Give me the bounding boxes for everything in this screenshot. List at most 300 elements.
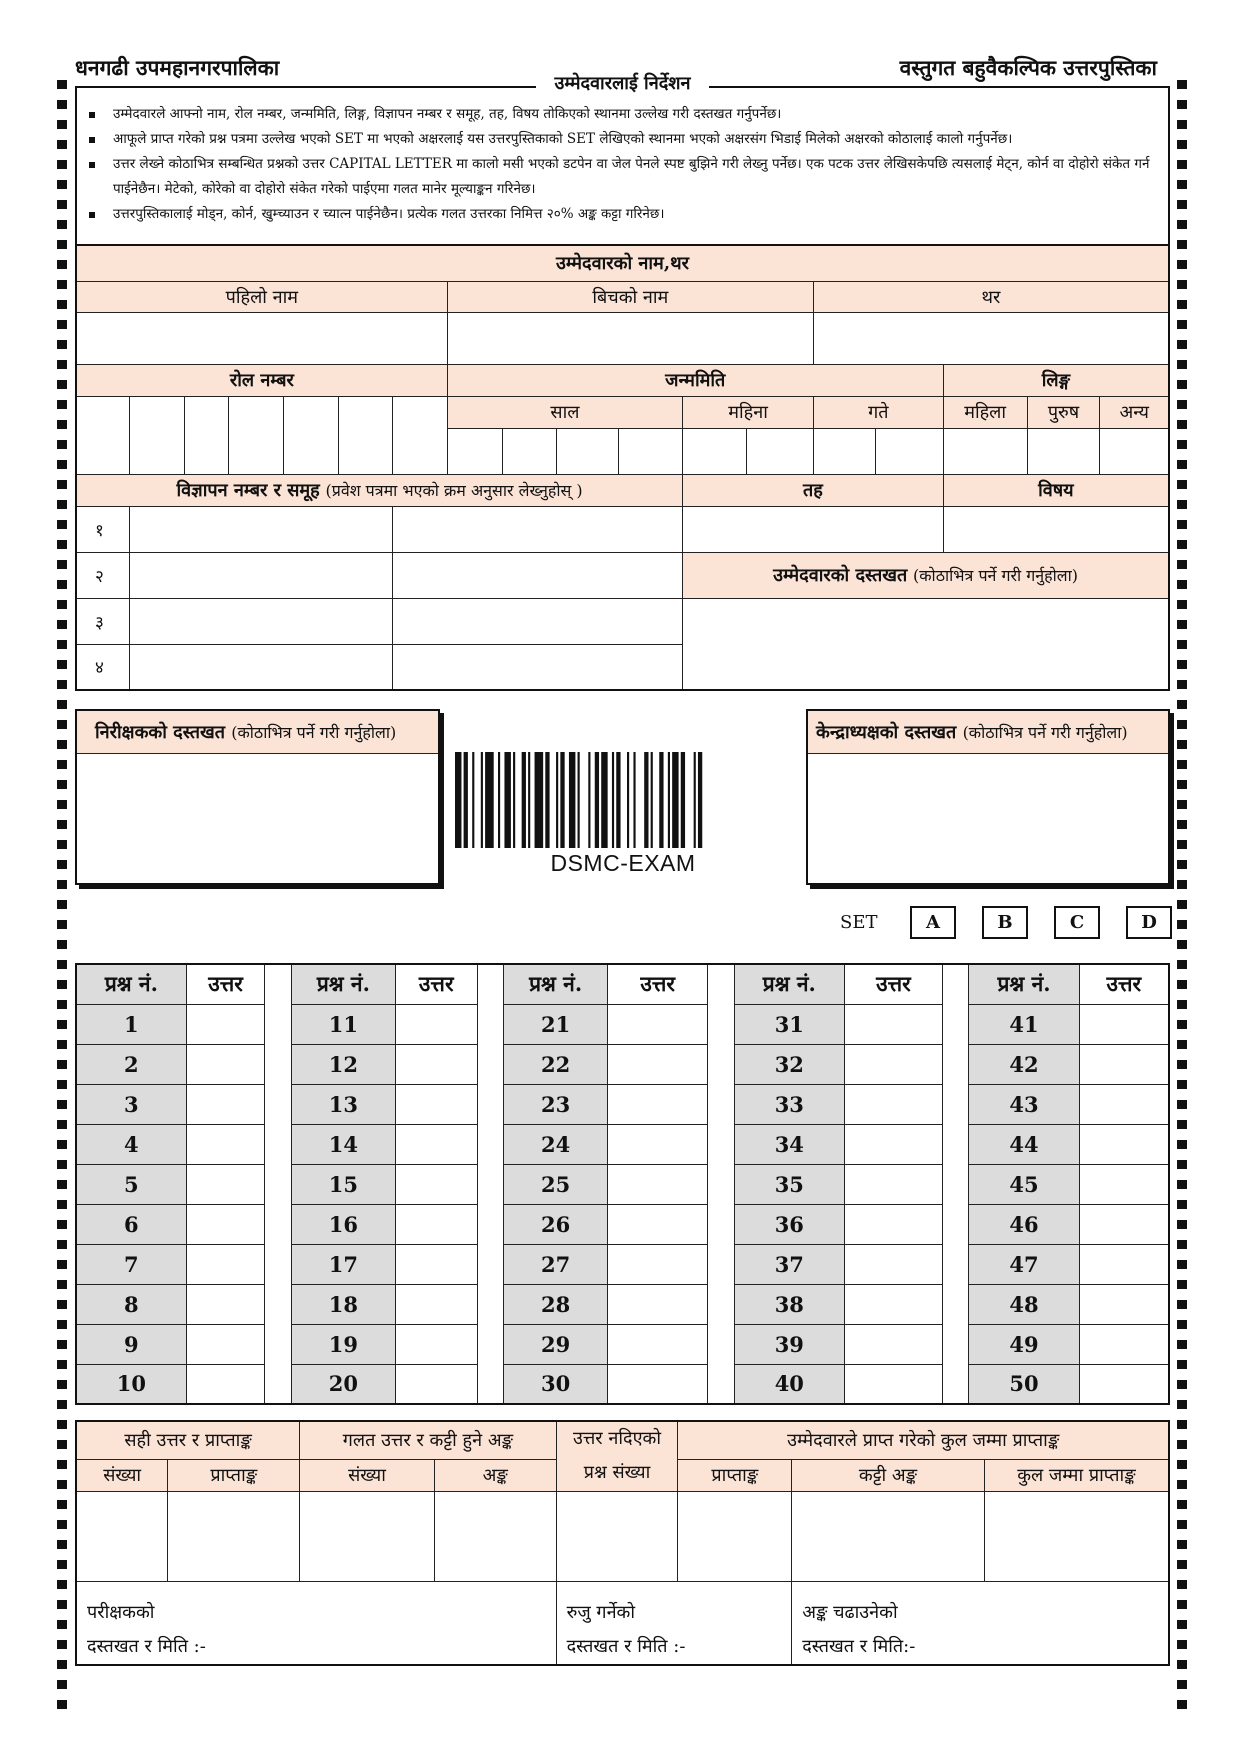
answer-box[interactable] [608,1324,708,1364]
correct-marks-field[interactable] [168,1491,300,1581]
subject-field[interactable] [943,506,1169,552]
question-number: 14 [291,1124,395,1164]
answer-box[interactable] [608,1004,708,1044]
timing-mark [1177,1620,1187,1629]
timing-mark [1177,1160,1187,1169]
answer-box[interactable] [186,1204,265,1244]
timing-mark [1177,1520,1187,1529]
answer-box[interactable] [395,1124,477,1164]
answer-box[interactable] [844,1244,942,1284]
roll-digit-box[interactable] [130,396,185,474]
barcode-bar [513,752,515,848]
answer-box[interactable] [608,1204,708,1244]
timing-mark [57,200,67,209]
subject-label: विषय [943,474,1169,506]
answer-header: उत्तर [1079,964,1169,1004]
roll-digit-box[interactable] [284,396,339,474]
column-gap [942,1324,969,1364]
timing-mark [57,1040,67,1049]
unanswered-field[interactable] [556,1491,678,1581]
barcode-bar [578,752,580,848]
timing-mark [1177,1060,1187,1069]
roll-digit-box[interactable] [338,396,392,474]
wrong-marks-label: अङ्क [434,1459,556,1491]
candidate-signature-note: (कोठाभित्र पर्ने गरी गर्नुहोला) [913,566,1079,585]
advertisement-row-number: ४ [76,644,130,690]
timing-mark [57,320,67,329]
answer-box[interactable] [608,1084,708,1124]
month-digit-box[interactable] [747,428,814,474]
question-number: 23 [504,1084,608,1124]
answer-box[interactable] [1079,1044,1169,1084]
timing-mark [1177,580,1187,589]
answer-box[interactable] [186,1164,265,1204]
year-digit-box[interactable] [557,428,619,474]
timing-mark [57,1580,67,1589]
column-gap [477,1164,504,1204]
answer-box[interactable] [395,1164,477,1204]
municipality-name: धनगढी उपमहानगरपालिका [75,55,280,80]
column-gap [477,1204,504,1244]
barcode-bar [633,752,635,848]
answer-box[interactable] [608,1284,708,1324]
last-name-field[interactable] [813,312,1169,364]
timing-mark [1177,100,1187,109]
answer-box[interactable] [395,1004,477,1044]
column-gap [942,1284,969,1324]
correct-answers-header: सही उत्तर र प्राप्ताङ्क [76,1421,300,1459]
timing-mark [1177,1640,1187,1649]
barcode-bar [612,752,614,848]
timing-mark [1177,1040,1187,1049]
timing-mark [1177,980,1187,989]
question-number: 6 [76,1204,186,1244]
level-field[interactable] [683,506,944,552]
advertisement-row-number: २ [76,552,130,598]
timing-mark [57,1360,67,1369]
timing-mark [1177,1660,1187,1669]
instruction-item: आफूले प्राप्त गरेको प्रश्न पत्रमा उल्लेख भएको SET मा भएको अक्षरलाई यस उत्तरपुस्तिकाको SET लेखिएको स्थानमा भएको अक्षरसंग भिडाई मिलेको अक्षरको कोठालाई कालो गर्नुपर्नेछ। [87,127,1158,152]
answer-box[interactable] [844,1124,942,1164]
timing-mark [1177,1300,1187,1309]
column-gap [265,1004,292,1044]
question-number: 7 [76,1244,186,1284]
barcode-bar [588,752,590,848]
candidate-signature-box[interactable] [683,598,1169,690]
timing-mark [57,960,67,969]
column-gap [708,1164,735,1204]
answer-box[interactable] [844,1204,942,1244]
question-number: 19 [291,1324,395,1364]
barcode-bar [644,752,648,848]
roll-number-label: रोल नम्बर [76,364,447,396]
timing-mark [1177,700,1187,709]
timing-mark [57,440,67,449]
advertisement-number-field[interactable] [130,552,392,598]
advertisement-label: विज्ञापन नम्बर र समूह [176,480,320,501]
timing-mark [1177,540,1187,549]
column-gap [708,1204,735,1244]
timing-mark [1177,960,1187,969]
answer-box[interactable] [395,1324,477,1364]
answer-box[interactable] [844,1364,942,1404]
question-number: 12 [291,1044,395,1084]
question-number: 31 [734,1004,844,1044]
timing-mark [57,1640,67,1649]
barcode-bar [560,752,564,848]
answer-box[interactable] [395,1244,477,1284]
gender-female-box[interactable] [943,428,1027,474]
instructions-box [75,73,1170,244]
barcode-bar [672,752,678,848]
year-digit-box[interactable] [619,428,683,474]
deducted-marks-field[interactable] [792,1491,985,1581]
gender-other-label: अन्य [1100,396,1169,428]
column-gap [265,1204,292,1244]
barcode-bar [681,752,685,848]
answer-box[interactable] [608,1044,708,1084]
answer-box[interactable] [1079,1364,1169,1404]
question-number: 17 [291,1244,395,1284]
timing-mark [1177,1560,1187,1569]
deducted-marks-label: कट्टी अङ्क [792,1459,985,1491]
question-number: 30 [504,1364,608,1404]
gender-other-box[interactable] [1100,428,1169,474]
answer-box[interactable] [1079,1324,1169,1364]
column-gap [708,1244,735,1284]
answer-box[interactable] [608,1244,708,1284]
barcode-bar [569,752,575,848]
timing-mark [57,500,67,509]
answer-box[interactable] [844,1084,942,1124]
answer-box[interactable] [1079,1164,1169,1204]
timing-mark [57,1000,67,1009]
barcode-bar [528,752,530,848]
column-gap [265,1124,292,1164]
answer-box[interactable] [844,1324,942,1364]
year-label: साल [447,396,682,428]
timing-mark [1177,300,1187,309]
question-number: 27 [504,1244,608,1284]
instructions-title: उम्मेदवारलाई निर्देशन [536,73,708,94]
column-gap [942,1004,969,1044]
question-number: 48 [969,1284,1079,1324]
column-gap [265,1324,292,1364]
timing-mark [57,460,67,469]
entry-signature-cell[interactable] [792,1581,1169,1665]
timing-mark [1177,860,1187,869]
answer-box[interactable] [1079,1204,1169,1244]
inspector-signature-box[interactable] [75,709,440,885]
barcode-bar [481,752,483,848]
answer-header: उत्तर [608,964,708,1004]
barcode [455,752,791,848]
timing-marks-right [1177,80,1187,1720]
column-gap [942,1044,969,1084]
advertisement-number-field[interactable] [130,506,392,552]
barcode-bar [595,752,599,848]
timing-mark [1177,460,1187,469]
timing-mark [1177,260,1187,269]
question-number: 43 [969,1084,1079,1124]
timing-mark [1177,800,1187,809]
examiner-sign-date: दस्तखत र मिति :- [87,1635,206,1657]
correct-count-field[interactable] [76,1491,168,1581]
question-number: 21 [504,1004,608,1044]
score-summary [75,1420,1170,1666]
timing-mark [57,1500,67,1509]
timing-mark [57,880,67,889]
timing-mark [57,1140,67,1149]
answer-box[interactable] [395,1044,477,1084]
question-number: 24 [504,1124,608,1164]
timing-mark [57,900,67,909]
candidate-info-form [75,244,1170,691]
timing-mark [57,160,67,169]
column-gap [265,964,292,1004]
question-number: 47 [969,1244,1079,1284]
timing-mark [57,680,67,689]
answer-box[interactable] [608,1124,708,1164]
answer-box[interactable] [844,1284,942,1324]
question-number: 10 [76,1364,186,1404]
timing-mark [57,1520,67,1529]
year-digit-box[interactable] [447,428,502,474]
advertisement-group-field[interactable] [392,506,682,552]
timing-mark [1177,1260,1187,1269]
center-chief-signature-label: केन्द्राध्यक्षको दस्तखत [816,722,957,743]
set-option-d[interactable]: D [1126,906,1172,939]
timing-mark [57,1400,67,1409]
barcode-bar [464,752,468,848]
answer-box[interactable] [844,1164,942,1204]
day-label: गते [813,396,943,428]
center-chief-signature-note: (कोठाभित्र पर्ने गरी गर्नुहोला) [962,723,1128,742]
answer-box[interactable] [186,1084,265,1124]
examiner-signature-cell[interactable] [76,1581,556,1665]
wrong-count-field[interactable] [300,1491,435,1581]
timing-mark [57,1240,67,1249]
answer-box[interactable] [395,1204,477,1244]
obtained-marks-label: प्राप्ताङ्क [678,1459,792,1491]
roll-digit-box[interactable] [229,396,284,474]
column-gap [265,1084,292,1124]
barcode-bar [455,752,461,848]
timing-mark [1177,780,1187,789]
question-number: 8 [76,1284,186,1324]
question-number: 18 [291,1284,395,1324]
column-gap [708,1284,735,1324]
candidate-signature-label: उम्मेदवारको दस्तखत [773,565,908,586]
instruction-item: उत्तरपुस्तिकालाई मोड्न, कोर्न, खुम्च्याउन र च्यात्न पाईनेछैन। प्रत्येक गलत उत्तरका निमित्त २०% अङ्क कट्टा गरिनेछ। [87,202,1158,227]
answer-box[interactable] [186,1124,265,1164]
timing-mark [1177,320,1187,329]
question-number: 16 [291,1204,395,1244]
column-gap [942,1364,969,1404]
middle-name-label: बिचको नाम [447,281,813,312]
advertisement-number-field[interactable] [130,644,392,690]
timing-mark [57,780,67,789]
question-number-header: प्रश्न नं. [734,964,844,1004]
timing-mark [1177,360,1187,369]
grand-total-field[interactable] [984,1491,1169,1581]
advertisement-group-field[interactable] [392,644,682,690]
advertisement-group-field[interactable] [392,598,682,644]
roll-digit-box[interactable] [392,396,447,474]
timing-mark [1177,1020,1187,1029]
column-gap [708,1364,735,1404]
gender-male-label: पुरुष [1027,396,1100,428]
answer-box[interactable] [186,1244,265,1284]
checker-signature-cell[interactable] [556,1581,792,1665]
roll-digit-box[interactable] [185,396,229,474]
answer-box[interactable] [1079,1084,1169,1124]
timing-mark [57,640,67,649]
advertisement-group-field[interactable] [392,552,682,598]
timing-mark [1177,1280,1187,1289]
correct-count-label: संख्या [76,1459,168,1491]
answer-box[interactable] [608,1364,708,1404]
question-number: 40 [734,1364,844,1404]
set-option-c[interactable]: C [1054,906,1100,939]
answer-box[interactable] [844,1004,942,1044]
set-option-a[interactable]: A [910,906,956,939]
first-name-field[interactable] [76,312,447,364]
answer-header: उत्तर [395,964,477,1004]
question-number: 32 [734,1044,844,1084]
timing-mark [57,1540,67,1549]
answer-box[interactable] [186,1364,265,1404]
answer-box[interactable] [186,1044,265,1084]
set-option-b[interactable]: B [982,906,1028,939]
year-digit-box[interactable] [502,428,557,474]
middle-name-field[interactable] [447,312,813,364]
column-gap [477,1084,504,1124]
obtained-marks-field[interactable] [678,1491,792,1581]
timing-mark [1177,1420,1187,1429]
timing-mark [57,1060,67,1069]
timing-mark [57,140,67,149]
day-digit-box[interactable] [875,428,943,474]
timing-mark [57,1600,67,1609]
question-number: 1 [76,1004,186,1044]
answer-box[interactable] [186,1004,265,1044]
gender-label: लिङ्ग [943,364,1169,396]
answer-box[interactable] [186,1284,265,1324]
timing-mark [1177,1480,1187,1489]
timing-mark [1177,1440,1187,1449]
answer-box[interactable] [395,1284,477,1324]
question-number: 2 [76,1044,186,1084]
timing-mark [57,220,67,229]
barcode-bar [485,752,494,848]
advertisement-number-field[interactable] [130,598,392,644]
question-number: 25 [504,1164,608,1204]
timing-mark [57,1660,67,1669]
timing-mark [57,180,67,189]
answer-box[interactable] [395,1364,477,1404]
barcode-bar [498,752,500,848]
timing-mark [57,1100,67,1109]
timing-mark [57,1320,67,1329]
timing-mark [1177,1580,1187,1589]
answer-box[interactable] [186,1324,265,1364]
timing-mark [57,280,67,289]
timing-mark [57,1420,67,1429]
answer-box[interactable] [1079,1124,1169,1164]
roll-digit-box[interactable] [76,396,130,474]
checker-sign-date: दस्तखत र मिति :- [566,1635,686,1657]
answer-box[interactable] [1079,1284,1169,1324]
question-number: 37 [734,1244,844,1284]
timing-mark [57,1300,67,1309]
question-number-header: प्रश्न नं. [969,964,1079,1004]
barcode-bar [522,752,526,848]
wrong-marks-field[interactable] [434,1491,556,1581]
advertisement-row-number: ३ [76,598,130,644]
timing-mark [1177,340,1187,349]
timing-mark [57,840,67,849]
timing-mark [1177,480,1187,489]
day-digit-box[interactable] [813,428,875,474]
column-gap [265,1244,292,1284]
timing-mark [57,1200,67,1209]
timing-mark [57,400,67,409]
center-chief-signature-box[interactable] [806,709,1170,885]
timing-mark [1177,1180,1187,1189]
timing-mark [57,980,67,989]
column-gap [708,1004,735,1044]
timing-marks-left [57,80,67,1720]
answer-box[interactable] [395,1084,477,1124]
timing-mark [57,380,67,389]
timing-mark [1177,1460,1187,1469]
timing-mark [57,1620,67,1629]
inspector-signature-note: (कोठाभित्र पर्ने गरी गर्नुहोला) [231,723,397,742]
answer-box[interactable] [1079,1004,1169,1044]
answer-box[interactable] [844,1044,942,1084]
gender-male-box[interactable] [1027,428,1100,474]
answer-box[interactable] [608,1164,708,1204]
timing-mark [57,1020,67,1029]
timing-mark [1177,160,1187,169]
entry-label: अङ्क चढाउनेको [802,1601,898,1623]
correct-marks-label: प्राप्ताङ्क [168,1459,300,1491]
instruction-item: उत्तर लेख्ने कोठाभित्र सम्बन्धित प्रश्नको उत्तर CAPITAL LETTER मा कालो मसी भएको डटपेन वा जेल पेनले स्पष्ट बुझिने गरी लेख्नु पर्नेछ। एक पटक उत्तर लेखिसकेपछि त्यसलाई मेट्न, कोर्न वा दोहोरो संकेत गर्न पाईनेछैन। मेटेको, कोरेको वा दोहोरो संकेत गरेको पाईएमा गलत मानेर मूल्याङ्कन गरिनेछ। [87,152,1158,202]
barcode-bar [659,752,663,848]
timing-mark [1177,900,1187,909]
timing-mark [1177,180,1187,189]
barcode-bar [668,752,670,848]
answer-header: उत्तर [844,964,942,1004]
timing-mark [57,1680,67,1689]
timing-mark [57,340,67,349]
column-gap [265,1364,292,1404]
timing-mark [1177,1400,1187,1409]
column-gap [942,1204,969,1244]
answer-grid [75,963,1170,1405]
timing-mark [1177,1000,1187,1009]
question-number-header: प्रश्न नं. [504,964,608,1004]
timing-mark [57,940,67,949]
unanswered-header-2: प्रश्न संख्या [583,1462,651,1484]
answer-box[interactable] [1079,1244,1169,1284]
timing-mark [1177,920,1187,929]
month-digit-box[interactable] [683,428,747,474]
timing-mark [1177,140,1187,149]
column-gap [708,1084,735,1124]
timing-mark [1177,220,1187,229]
